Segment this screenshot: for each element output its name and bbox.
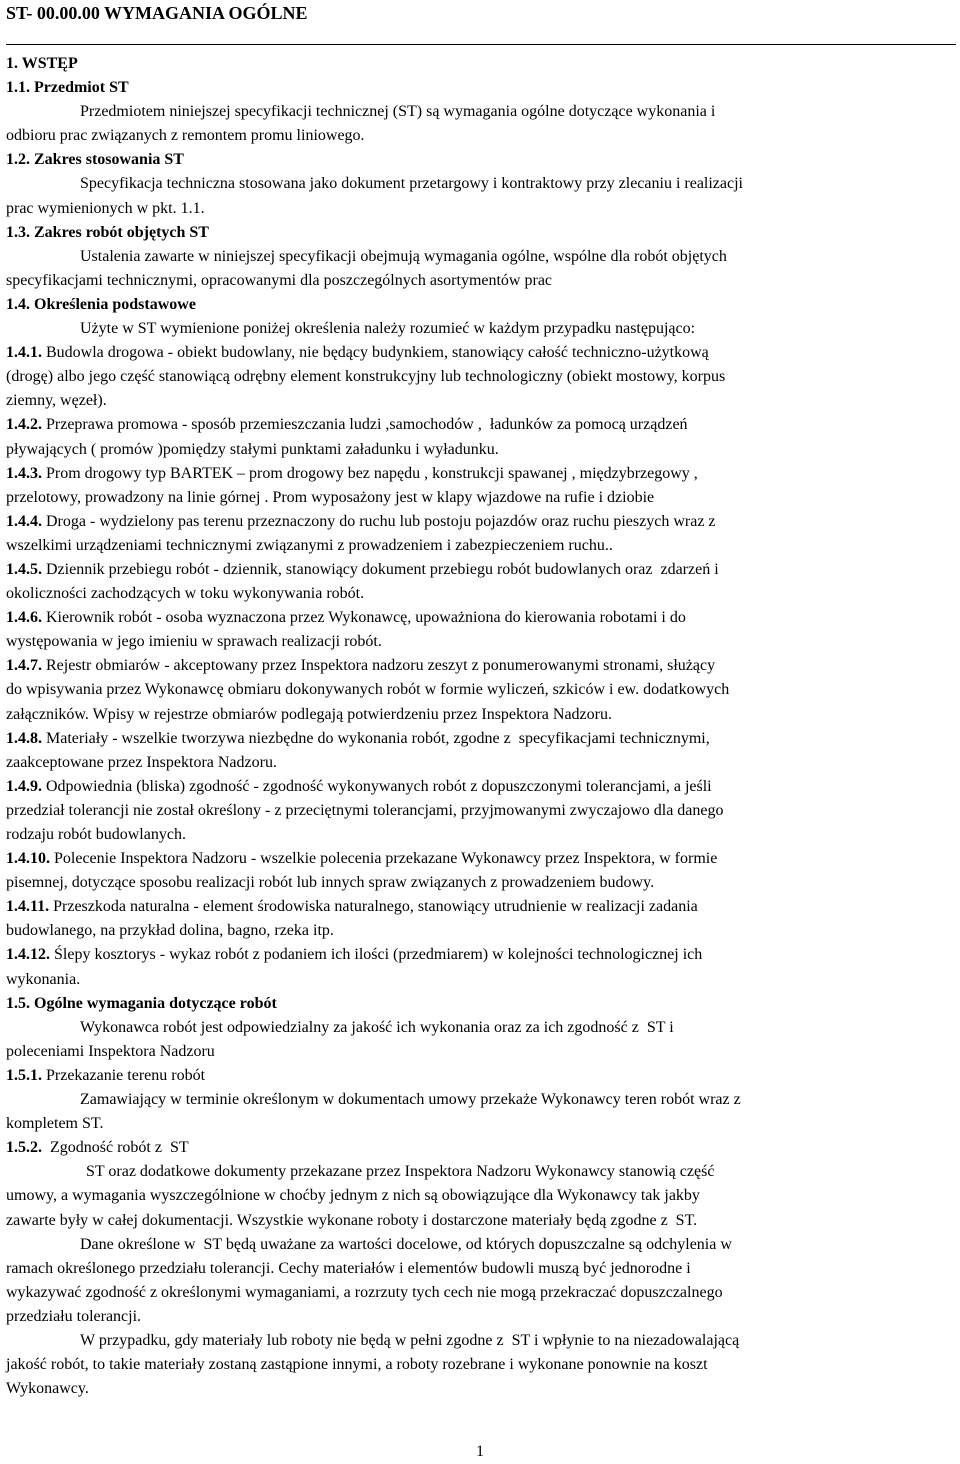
text-line <box>6 678 956 702</box>
text-line <box>6 269 956 293</box>
line-text: kompletem ST. <box>6 1115 104 1133</box>
text-line <box>6 751 956 775</box>
text-line <box>6 943 956 967</box>
line-text: Polecenie Inspektora Nadzoru - wszelkie polecenia przekazane Wykonawcy przez Inspektora, w formie <box>50 850 718 868</box>
section-heading: 1.4.12. <box>6 946 50 964</box>
line-text: rodzaju robót budowlanych. <box>6 826 186 843</box>
text-line <box>6 1281 956 1305</box>
text-line <box>6 847 956 871</box>
text-line <box>6 389 956 413</box>
line-text: wykonania. <box>6 970 81 988</box>
text-line <box>6 317 956 341</box>
text-line <box>6 100 956 124</box>
text-line <box>6 462 956 486</box>
text-line <box>6 606 956 630</box>
line-text: odbioru prac związanych z remontem promu liniowego. <box>6 127 365 145</box>
line-text: Ustalenia zawarte w niniejszej specyfikacji obejmują wymagania ogólne, wspólne dla robót objętych <box>80 247 727 265</box>
line-text: specyfikacjami technicznymi, opracowanymi dla poszczególnych asortymentów prac <box>6 271 553 289</box>
section-heading: 1.4.4. <box>6 512 42 530</box>
line-text: ramach określonego przedziału tolerancji. Cechy materiałów i elementów budowli muszą być jednorodne i <box>6 1259 691 1277</box>
section-heading: 1.4.7. <box>6 657 42 675</box>
line-text: Przeszkoda naturalna - element środowiska naturalnego, stanowiący utrudnienie w realizacji zadania <box>49 898 698 916</box>
line-text: przedział tolerancji nie został określony - z przeciętnymi tolerancjami, przyjmowanymi zwyczajowo dla danego <box>6 801 724 819</box>
text-line <box>6 148 956 172</box>
line-text: ST oraz dodatkowe dokumenty przekazane przez Inspektora Nadzoru Wykonawcy stanowią część <box>86 1163 715 1181</box>
line-text: wszelkimi urządzeniami technicznymi związanymi z prowadzeniem i zabezpieczeniem ruchu.. <box>6 536 613 554</box>
text-line <box>6 197 956 221</box>
text-line <box>6 534 956 558</box>
line-text: wykazywać zgodność z określonymi wymaganiami, a rozrzuty tych cech nie mogą przekraczać dopuszczalnego <box>6 1283 723 1301</box>
text-line <box>6 775 956 799</box>
line-text: do wpisywania przez Wykonawcę obmiaru dokonywanych robót w formie wyliczeń, szkiców i ew. dodatkowych <box>6 681 730 699</box>
text-line <box>6 1160 956 1184</box>
line-text: jakość robót, to takie materiały zostaną zastąpione innymi, a roboty rozebrane i wykonane ponownie na koszt <box>6 1356 708 1374</box>
line-text: poleceniami Inspektora Nadzoru <box>6 1042 215 1060</box>
line-text: Przekazanie terenu robót <box>42 1066 206 1084</box>
line-text: Rejestr obmiarów - akceptowany przez Inspektora nadzoru zeszyt z ponumerowanymi stronami, służący <box>42 657 716 675</box>
line-text: pisemnej, dotyczące sposobu realizacji robót lub innych spraw związanych z prowadzeniem budowy. <box>6 874 655 892</box>
header-rule <box>6 44 956 45</box>
text-line <box>6 630 956 654</box>
line-text: zawarte były w całej dokumentacji. Wszystkie wykonane roboty i dostarczone materiały będą zgodne z ST. <box>6 1211 698 1229</box>
section-heading: 1.4.5. <box>6 560 42 578</box>
line-text: Użyte w ST wymienione poniżej określenia należy rozumieć w każdym przypadku następująco: <box>80 320 696 338</box>
text-line <box>6 293 956 317</box>
line-text: prac wymienionych w pkt. 1.1. <box>6 199 205 217</box>
line-text: Przedmiotem niniejszej specyfikacji technicznej (ST) są wymagania ogólne dotyczące wykonania i <box>80 103 716 121</box>
text-line <box>6 992 956 1016</box>
text-line <box>6 654 956 678</box>
text-line <box>6 1136 956 1160</box>
text-line <box>6 1112 956 1136</box>
document-body <box>6 52 956 1401</box>
document-title: ST- 00.00.00 WYMAGANIA OGÓLNE <box>6 3 308 23</box>
line-text: zaakceptowane przez Inspektora Nadzoru. <box>6 753 277 771</box>
section-heading: 1.4.6. <box>6 609 42 627</box>
line-text: Droga - wydzielony pas terenu przeznaczony do ruchu lub postoju pojazdów oraz ruchu pieszych wraz z <box>42 512 716 530</box>
text-line <box>6 486 956 510</box>
text-line <box>6 1329 956 1353</box>
text-line <box>6 172 956 196</box>
text-line <box>6 76 956 100</box>
line-text: występowania w jego imieniu w sprawach realizacji robót. <box>6 633 382 651</box>
text-line <box>6 52 956 76</box>
section-heading: 1.4. Określenia podstawowe <box>6 295 196 313</box>
line-text: budowlanego, na przykład dolina, bagno, rzeka itp. <box>6 922 334 940</box>
text-line <box>6 1040 956 1064</box>
section-heading: 1.4.8. <box>6 729 42 747</box>
line-text: Budowla drogowa - obiekt budowlany, nie będący budynkiem, stanowiący całość techniczno-użytkową <box>42 344 709 362</box>
text-line <box>6 510 956 534</box>
text-line <box>6 1064 956 1088</box>
text-line <box>6 1184 956 1208</box>
text-line <box>6 871 956 895</box>
text-line <box>6 221 956 245</box>
line-text: przedziału tolerancji. <box>6 1307 142 1325</box>
section-heading: 1.3. Zakres robót objętych ST <box>6 223 209 241</box>
text-line <box>6 1233 956 1257</box>
text-line <box>6 341 956 365</box>
section-heading: 1.4.9. <box>6 777 42 795</box>
text-line <box>6 1305 956 1329</box>
line-text: Kierownik robót - osoba wyznaczona przez Wykonawcę, upoważniona do kierowania robotami i do <box>42 609 686 627</box>
line-text: Specyfikacja techniczna stosowana jako dokument przetargowy i kontraktowy przy zlecaniu i realizacji <box>80 175 743 193</box>
text-line <box>6 1209 956 1233</box>
section-heading: 1.5.2. <box>6 1139 42 1157</box>
line-text: umowy, a wymagania wyszczególnione w choćby jednym z nich są obowiązujące dla Wykonawcy tak jakby <box>6 1187 700 1205</box>
line-text: Ślepy kosztorys - wykaz robót z podaniem ich ilości (przedmiarem) w kolejności technologicznej ich <box>50 946 703 964</box>
text-line <box>6 438 956 462</box>
text-line <box>6 1016 956 1040</box>
line-text: Materiały - wszelkie tworzywa niezbędne do wykonania robót, zgodne z specyfikacjami technicznymi, <box>42 729 710 747</box>
line-text: Wykonawcy. <box>6 1380 89 1398</box>
text-line <box>6 1257 956 1281</box>
section-heading: 1. WSTĘP <box>6 55 78 72</box>
page-number: 1 <box>476 1443 484 1460</box>
text-line <box>6 365 956 389</box>
text-line <box>6 582 956 606</box>
text-line <box>6 895 956 919</box>
text-line <box>6 703 956 727</box>
section-heading: 1.5.1. <box>6 1066 42 1084</box>
line-text: Wykonawca robót jest odpowiedzialny za jakość ich wykonania oraz za ich zgodność z ST i <box>80 1018 674 1036</box>
text-line <box>6 245 956 269</box>
line-text: Dziennik przebiegu robót - dziennik, stanowiący dokument przebiegu robót budowlanych oraz zdarzeń i <box>42 560 719 578</box>
line-text: (drogę) albo jego część stanowiącą odrębny element konstrukcyjny lub technologiczny (obiekt mostowy, korpus <box>6 368 726 386</box>
section-heading: 1.2. Zakres stosowania ST <box>6 151 184 169</box>
section-heading: 1.5. Ogólne wymagania dotyczące robót <box>6 994 277 1012</box>
text-line <box>6 968 956 992</box>
line-text: Odpowiednia (bliska) zgodność - zgodność wykonywanych robót z dopuszczonymi tolerancjami, a jeśli <box>42 777 712 795</box>
line-text: Zamawiający w terminie określonym w dokumentach umowy przekaże Wykonawcy teren robót wraz z <box>80 1091 741 1109</box>
section-heading: 1.4.1. <box>6 344 42 362</box>
line-text: Prom drogowy typ BARTEK – prom drogowy bez napędu , konstrukcji spawanej , międzybrzegowy , <box>42 464 698 482</box>
text-line <box>6 919 956 943</box>
line-text: przelotowy, prowadzony na linie górnej . Prom wyposażony jest w klapy wjazdowe na rufie i dziobie <box>6 488 655 506</box>
line-text: Zgodność robót z ST <box>42 1139 189 1157</box>
line-text: pływających ( promów )pomiędzy stałymi punktami załadunku i wyładunku. <box>6 440 499 458</box>
text-line <box>6 823 956 847</box>
line-text: W przypadku, gdy materiały lub roboty nie będą w pełni zgodne z ST i wpłynie to na niezadowalającą <box>80 1331 740 1349</box>
section-heading: 1.4.10. <box>6 850 50 868</box>
text-line <box>6 1088 956 1112</box>
text-line <box>6 1377 956 1401</box>
section-heading: 1.4.3. <box>6 464 42 482</box>
text-line <box>6 727 956 751</box>
line-text: okoliczności zachodzących w toku wykonywania robót. <box>6 585 365 603</box>
line-text: Dane określone w ST będą uważane za wartości docelowe, od których dopuszczalne są odchylenia w <box>80 1235 732 1253</box>
section-heading: 1.1. Przedmiot ST <box>6 79 129 97</box>
text-line <box>6 413 956 437</box>
line-text: ziemny, węzeł). <box>6 392 107 410</box>
line-text: Przeprawa promowa - sposób przemieszczania ludzi ,samochodów , ładunków za pomocą urządzeń <box>42 416 688 434</box>
section-heading: 1.4.2. <box>6 416 42 434</box>
text-line <box>6 1353 956 1377</box>
text-line <box>6 124 956 148</box>
line-text: załączników. Wpisy w rejestrze obmiarów podlegają potwierdzeniu przez Inspektora Nadzoru. <box>6 705 612 723</box>
text-line <box>6 799 956 823</box>
section-heading: 1.4.11. <box>6 898 50 916</box>
text-line <box>6 558 956 582</box>
